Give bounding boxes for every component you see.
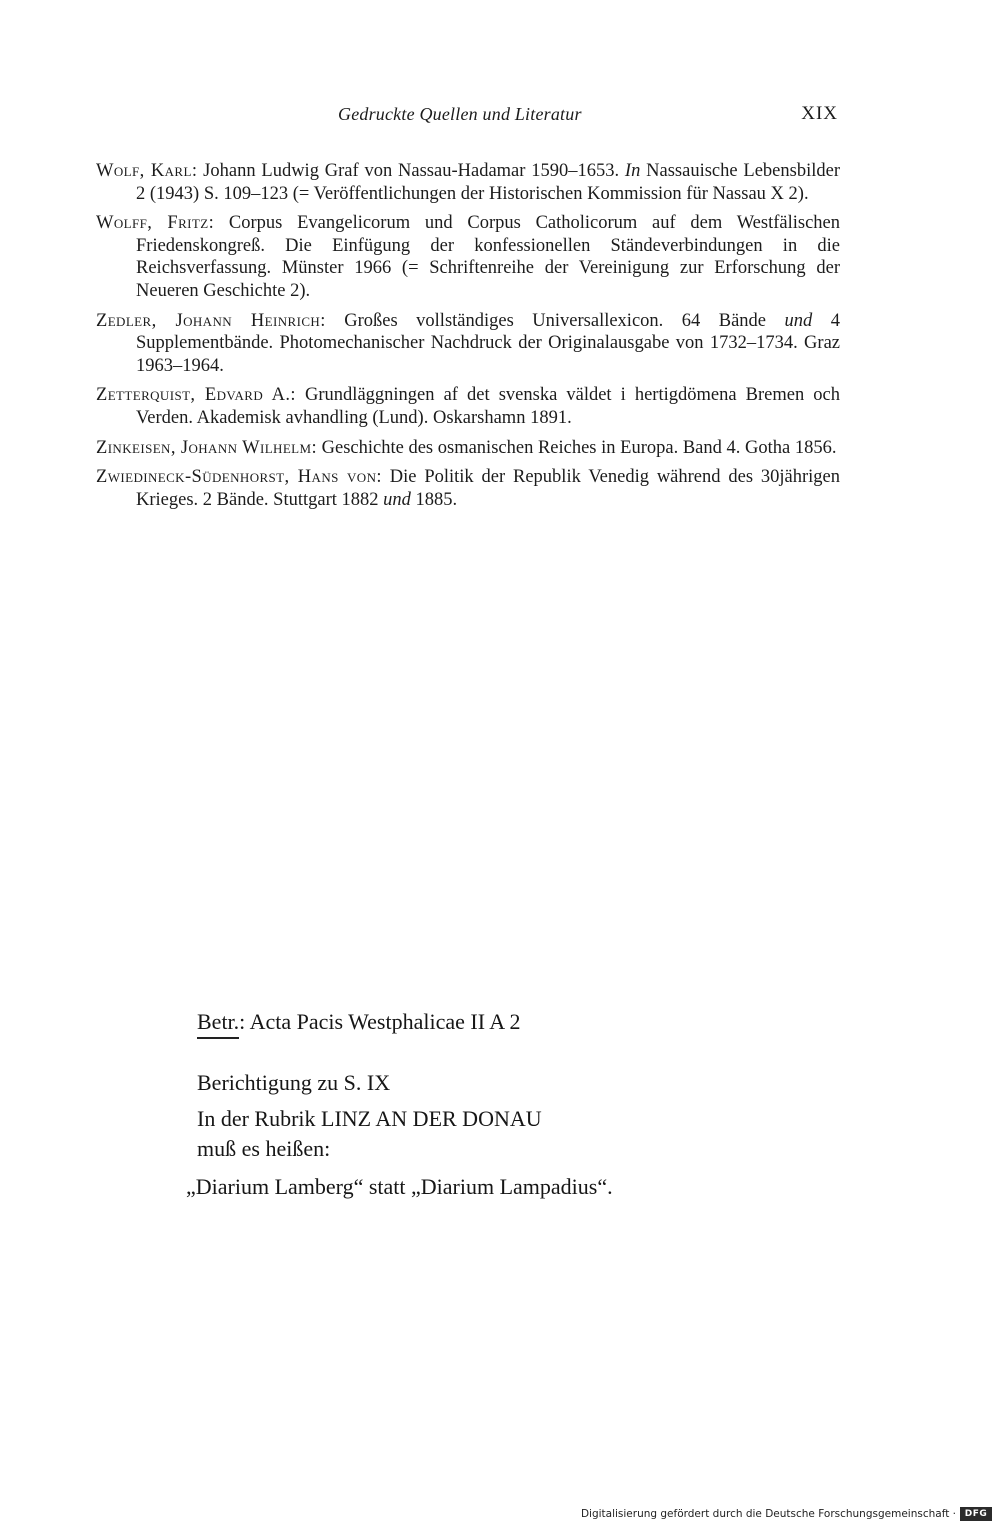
running-title: Gedruckte Quellen und Literatur bbox=[338, 104, 582, 124]
entry-text: 1885. bbox=[410, 489, 458, 510]
bibliography-entry bbox=[96, 437, 840, 460]
bibliography-entry bbox=[96, 466, 840, 511]
erratum-rubric: In der Rubrik LINZ AN DER DONAU bbox=[197, 1106, 542, 1131]
bibliography-entry bbox=[96, 310, 840, 378]
entry-author: Zwiedineck-Südenhorst, Hans von: bbox=[96, 467, 382, 488]
entry-author: Wolf, Karl: bbox=[96, 161, 198, 181]
erratum-correction: „Diarium Lamberg“ statt „Diarium Lampadius“. bbox=[186, 1174, 613, 1199]
entry-italic-text: und bbox=[784, 310, 813, 331]
bibliography-entry bbox=[96, 384, 840, 429]
entry-italic-text: und bbox=[383, 489, 411, 510]
erratum-slip bbox=[186, 1008, 717, 1201]
page-number: XIX bbox=[801, 103, 838, 124]
entry-text: Grundläggningen af det svenska väldet i hertigdömena Bremen och Verden. Akademisk avhandling (Lund). Oskarshamn 1891. bbox=[136, 385, 840, 428]
entry-author: Zetterquist, Edvard A.: bbox=[96, 385, 296, 406]
entry-text: Die Politik der Republik Venedig während des 30jährigen Krieges. 2 Bände. Stuttgart 1882 bbox=[136, 467, 840, 510]
entry-text: Geschichte des osmanischen Reiches in Europa. Band 4. Gotha 1856. bbox=[317, 437, 837, 458]
entry-text: Nassauische Lebensbilder 2 (1943) S. 109–123 (= Veröffentlichungen der Historischen Kommission für Nassau X 2). bbox=[136, 161, 840, 204]
entry-author: Zedler, Johann Heinrich: bbox=[96, 310, 326, 331]
digitization-credit: Digitalisierung gefördert durch die Deutsche Forschungsgemeinschaft · bbox=[580, 1508, 956, 1520]
erratum-reference-line bbox=[197, 1008, 717, 1039]
entry-italic-text: In bbox=[624, 161, 641, 181]
erratum-title: Berichtigung zu S. IX bbox=[197, 1070, 391, 1095]
dfg-logo: DFG bbox=[960, 1507, 992, 1521]
entry-author: Zinkeisen, Johann Wilhelm: bbox=[96, 437, 318, 458]
entry-text: Großes vollständiges Universallexicon. 64 Bände bbox=[325, 310, 785, 331]
bibliography-entry bbox=[96, 160, 840, 205]
bibliography-entry bbox=[96, 212, 840, 302]
page-header bbox=[0, 104, 1000, 132]
entry-text: 4 Supplementbände. Photomechanischer Nachdruck der Originalausgabe von 1732–1734. Graz 1963–1964. bbox=[136, 310, 841, 376]
entry-text: Corpus Evangelicorum und Corpus Catholicorum auf dem Westfälischen Friedenskongreß. Die Einfügung der konfessionellen Ständeverbindungen in die Reichsverfassung. Münster 1966 (= Schriftenreihe der Vereinigung zur Erforschung der Neueren Geschichte 2). bbox=[136, 213, 840, 301]
bibliography-list bbox=[96, 160, 840, 518]
erratum-instruction: muß es heißen: bbox=[197, 1136, 331, 1161]
entry-text: Johann Ludwig Graf von Nassau-Hadamar 1590–1653. bbox=[197, 161, 625, 181]
betr-text: : Acta Pacis Westphalicae II A 2 bbox=[239, 1009, 521, 1034]
entry-author: Wolff, Fritz: bbox=[96, 213, 215, 234]
betr-label: Betr. bbox=[197, 1008, 239, 1039]
